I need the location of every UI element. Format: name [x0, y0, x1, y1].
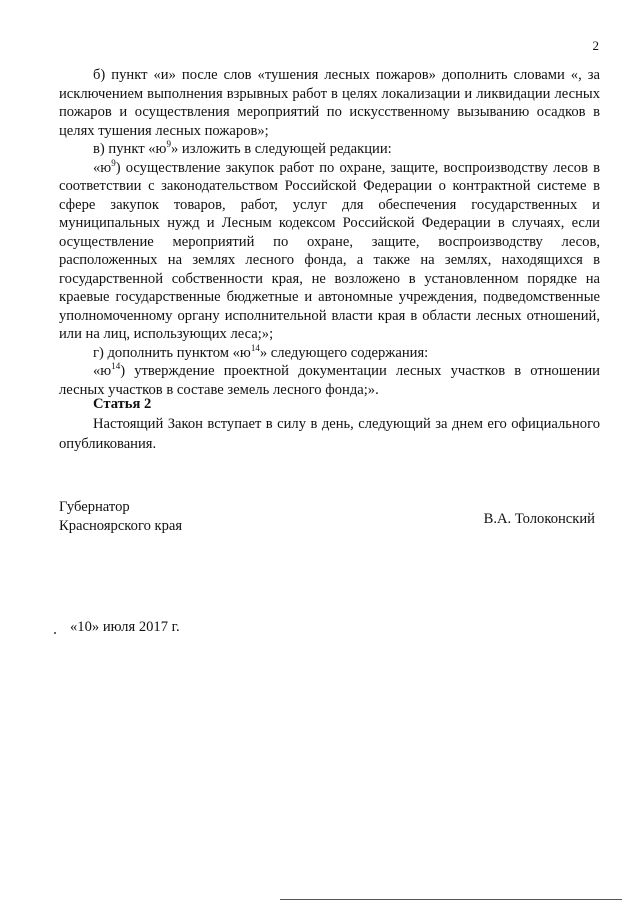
amendment-v-intro-text-end: » изложить в следующей редакции:	[170, 141, 392, 157]
superscript: 14	[250, 342, 260, 353]
signature-position	[59, 498, 182, 536]
signature-position-line1: Губернатор	[59, 499, 130, 515]
amendment-g-intro	[59, 344, 600, 363]
article-2	[59, 394, 600, 454]
stray-mark	[54, 632, 56, 634]
amendment-g-text-body: ) утверждение проектной документации лесных участков в отношении лесных участков в составе земель лесного фонда;».	[59, 363, 600, 398]
amendments-block	[59, 66, 600, 399]
amendment-g-text-start: «ю	[93, 363, 112, 379]
page-number: 2	[592, 38, 599, 53]
superscript: 9	[111, 157, 116, 168]
superscript: 14	[111, 361, 121, 371]
amendment-b: б) пункт «и» после слов «тушения лесных пожаров» дополнить словами «, за исключением выполнения взрывных работ в целях локализации и ликвидации лесных пожаров и осуществления мероприятий по искусственному вызыванию осадков в целях тушения лесных пожаров»;	[59, 67, 600, 139]
bottom-edge-line	[280, 899, 622, 900]
signature-name: В.А. Толоконский	[483, 511, 595, 527]
document-date: «10» июля 2017 г.	[70, 619, 180, 635]
amendment-g-intro-text: г) дополнить пунктом «ю	[93, 344, 251, 361]
amendment-v-intro-text: в) пункт «ю	[93, 141, 167, 157]
amendment-v-text-body: ) осуществление закупок работ по охране, защите, воспроизводству лесов в соответствии с законодательством Российской Федерации о контрактной системе в сфере закупок товаров, работ, услуг для обеспечения государственных и муниципальных нужд и Лесным кодексом Российской Федерации в случаях, если осуществление мероприятий по охране, защите, воспроизводству лесов, расположенных на землях лесного фонда, а также на землях, находящихся в государственной собственности края, не возложено в установленном порядке на краевые государственные бюджетные и автономные учреждения, подведомственные уполномоченному органу исполнительной власти края в области лесных отношений, или на лиц, использующих леса;»;	[59, 159, 600, 342]
amendment-v-intro	[59, 140, 600, 159]
article-text: Настоящий Закон вступает в силу в день, следующий за днем его официального опубликования.	[59, 416, 600, 452]
superscript: 9	[166, 139, 171, 149]
amendment-g-intro-text-end: » следующего содержания:	[259, 344, 429, 361]
amendment-v-text	[59, 159, 600, 344]
signature-position-line2: Красноярского края	[59, 518, 183, 534]
amendment-v-text-start: «ю	[93, 159, 112, 176]
article-title: Статья 2	[93, 396, 152, 412]
